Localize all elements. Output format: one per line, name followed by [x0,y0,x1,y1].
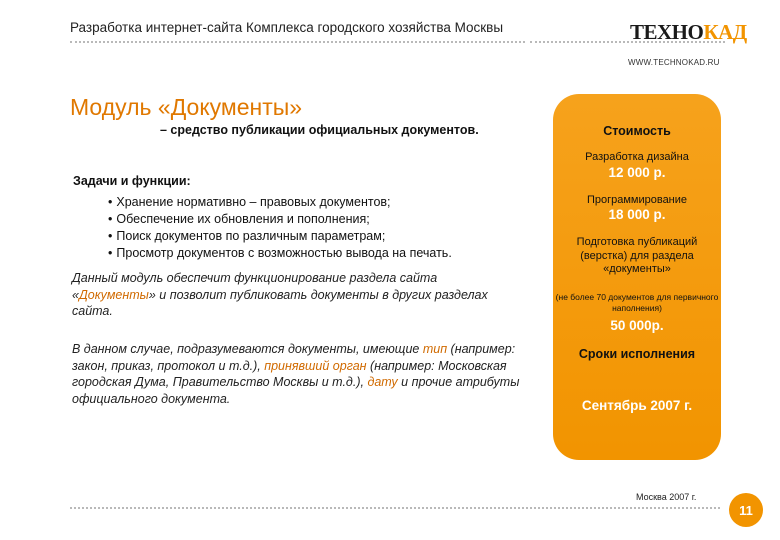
para2-text-b: (например: закон, приказ, протокол и т.д.), [72,342,516,373]
page-number-badge: 11 [729,493,763,527]
footer-divider [70,507,720,509]
company-logo [630,20,747,45]
para2-highlight-date: дату [367,375,398,389]
para2-text-a: В данном случае, подразумеваются документы, имеющие [72,342,423,356]
design-label: Разработка дизайна [585,151,689,163]
footer-place-year: Москва 2007 г. [636,492,697,502]
task-item: • Обеспечение их обновления и пополнения; [108,211,452,228]
logo-accent-text: КАД [703,20,747,44]
task-item: • Хранение нормативно – правовых документов; [108,194,452,211]
para2-highlight-authority: принявший орган [264,358,367,373]
terms-title: Сроки исполнения [578,347,696,361]
preparation-label: Подготовка публикаций (верстка) для раздела «документы» [576,236,698,275]
para1-text-a: Данный модуль обеспечит функционирование раздела сайта « [72,271,438,302]
module-subtitle: – средство публикации официальных документов. [160,123,479,137]
preparation-price: 50 000р. [610,318,664,333]
terms-date: Сентябрь 2007 г. [581,398,693,413]
task-item: • Просмотр документов с возможностью вывода на печать. [108,245,452,262]
para2-text-d: и прочие атрибуты официального документа. [72,375,520,406]
description-paragraph [72,270,522,320]
tasks-list [108,194,452,262]
para2-highlight-type: тип [422,342,448,356]
header-title: Разработка интернет-сайта Комплекса городского хозяйства Москвы [70,20,504,35]
preparation-note: (не более 70 документов для первичного наполнения) [555,292,719,313]
para1-highlight: Документы [78,287,149,302]
attributes-paragraph [72,341,522,407]
logo-main-text: ТЕХНО [630,20,704,44]
site-url: WWW.TECHNOKAD.RU [628,58,720,67]
cost-title: Стоимость [603,124,671,138]
para2-text-c: (например: Московская городская Дума, Правительство Москвы и т.д.), [72,358,507,389]
design-price: 12 000 р. [608,165,666,180]
para1-text-b: » и позволит публиковать документы в других разделах сайта. [72,287,488,318]
task-item: • Поиск документов по различным параметрам; [108,228,452,245]
tasks-heading: Задачи и функции: [73,174,191,188]
header-divider [70,41,525,43]
module-title: Модуль «Документы» [70,94,303,120]
programming-label: Программирование [586,194,688,206]
programming-price: 18 000 р. [608,207,666,222]
